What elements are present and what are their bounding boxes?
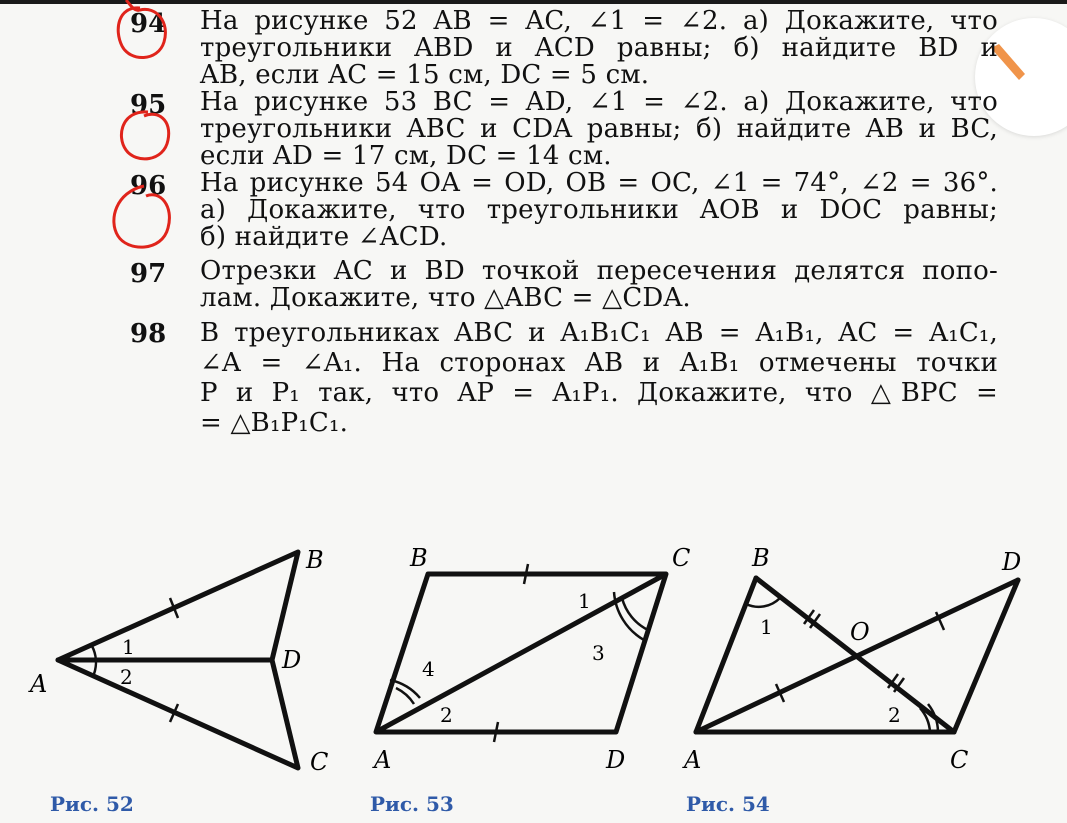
fig52-label-a: A [30, 670, 48, 698]
fig54-segment-dc [954, 580, 1018, 732]
problem-text [200, 318, 998, 438]
problem-text [200, 8, 998, 89]
problem-list [118, 8, 998, 438]
problem-text [200, 170, 998, 251]
fig53-caption: Рис. 53 [370, 792, 454, 816]
fig54-label-b: B [752, 544, 770, 572]
fig53-angle-3: 3 [592, 641, 605, 665]
fig53-angle-4: 4 [422, 657, 435, 681]
problem-text [200, 89, 998, 170]
figure-54 [680, 520, 1050, 790]
figure-52 [20, 520, 350, 790]
fig52-label-c: C [310, 748, 329, 776]
fig53-label-d: D [606, 746, 626, 774]
problem-line: лам. Докажите, что △ABC = △CDA. [200, 283, 691, 313]
fig52-angle-1: 1 [122, 635, 135, 659]
problem-line: если AD = 17 см, DC = 14 см. [200, 141, 612, 171]
problem-line: а) Докажите, что треугольники AOB и DOC равны; [200, 195, 998, 225]
problem-line: P и P₁ так, что AP = A₁P₁. Докажите, что △BPC = [200, 378, 998, 408]
fig52-caption: Рис. 52 [50, 792, 134, 816]
fig54-arc-1 [746, 598, 780, 607]
fig53-angle-1: 1 [578, 589, 591, 613]
problem-line: На рисунке 53 BC = AD, ∠1 = ∠2. а) Докажите, что [200, 87, 998, 117]
problem-line: ∠A = ∠A₁. На сторонах AB и A₁B₁ отмечены точки [200, 348, 998, 378]
problem-96 [118, 170, 998, 258]
problem-line: В треугольниках ABC и A₁B₁C₁ AB = A₁B₁, AC = A₁C₁, [200, 318, 998, 348]
figures-row [0, 520, 1067, 823]
fig54-label-a: A [684, 746, 702, 774]
problem-line: На рисунке 54 OA = OD, OB = OC, ∠1 = 74°, ∠2 = 36°. [200, 168, 998, 198]
problem-number: 97 [130, 259, 167, 289]
fig54-caption: Рис. 54 [686, 792, 770, 816]
problem-line: треугольники ABC и CDA равны; б) найдите AB и BC, [200, 114, 998, 144]
fig54-label-d: D [1002, 548, 1022, 576]
fig52-label-d: D [282, 646, 302, 674]
problem-line: = △B₁P₁C₁. [200, 408, 349, 438]
fig54-angle-1: 1 [760, 615, 773, 639]
problem-line: треугольники ABD и ACD равны; б) найдите BD и [200, 33, 998, 63]
problem-98 [118, 318, 998, 438]
problem-line: На рисунке 52 AB = AC, ∠1 = ∠2. а) Докажите, что [200, 6, 998, 36]
problem-number: 95 [130, 90, 167, 120]
problem-number: 98 [130, 319, 167, 349]
problem-line: Отрезки AC и BD точкой пересечения делятся попо- [200, 256, 998, 286]
problem-line: AB, если AC = 15 см, DC = 5 см. [200, 60, 650, 90]
fig54-angle-2: 2 [888, 703, 901, 727]
fig53-label-c: C [672, 544, 691, 572]
figure-53 [360, 520, 700, 790]
problem-number: 96 [130, 171, 167, 201]
problem-95 [118, 89, 998, 170]
fig54-label-o: O [850, 618, 870, 646]
problem-number: 94 [130, 9, 167, 39]
fig53-label-b: B [410, 544, 428, 572]
problem-97 [118, 258, 998, 318]
fig52-angle-2: 2 [120, 665, 133, 689]
problem-text [200, 258, 998, 312]
top-bar [0, 0, 1067, 4]
fig52-label-b: B [306, 546, 324, 574]
fig53-label-a: A [374, 746, 392, 774]
problem-94 [118, 8, 998, 89]
fig53-angle-2: 2 [440, 703, 453, 727]
problem-line: б) найдите ∠ACD. [200, 222, 448, 252]
fig54-label-c: C [950, 746, 969, 774]
